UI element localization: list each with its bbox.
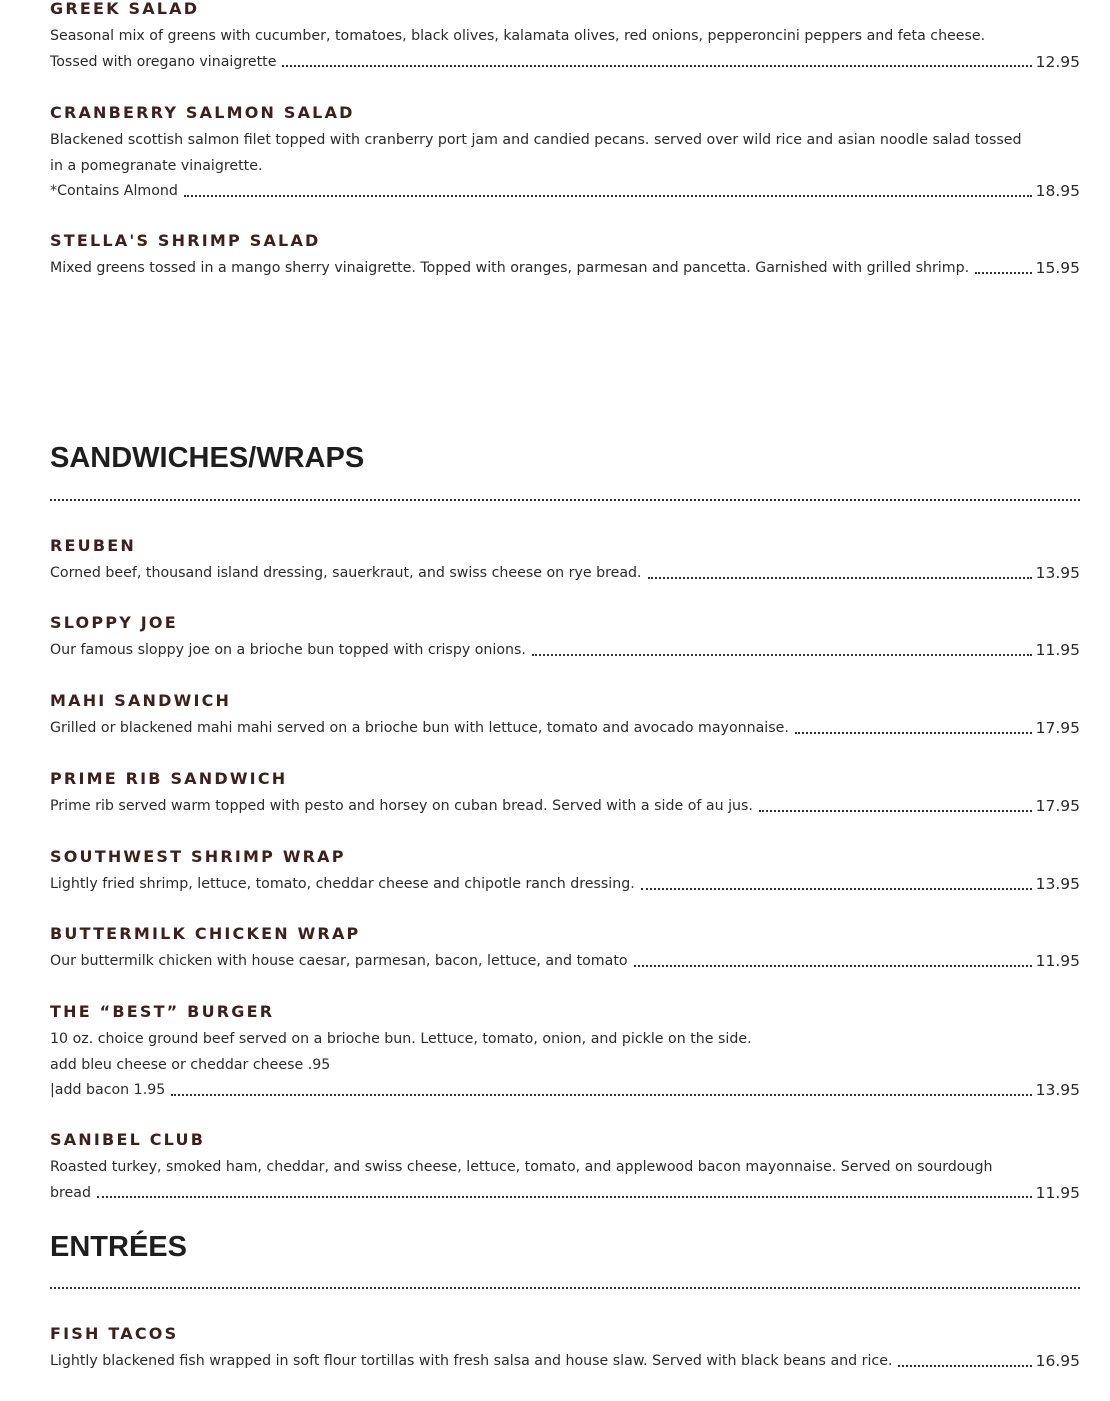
menu-item-description: Prime rib served warm topped with pesto and horsey on cuban bread. Served with a side of au jus.: [50, 798, 753, 814]
menu-item-stellas-shrimp-salad: [50, 230, 1080, 282]
menu-item-name: GREEK SALAD: [50, 0, 200, 18]
menu-item-sanibel-club: [50, 1129, 1080, 1206]
menu-item-description: in a pomegranate vinaigrette.: [50, 157, 263, 174]
menu-item-price: 18.95: [1035, 182, 1080, 200]
dotted-leader: [795, 732, 1032, 734]
menu-item-price-line: [50, 256, 1080, 282]
menu-item-price-line: [50, 716, 1080, 742]
menu-item-description: 10 oz. choice ground beef served on a brioche bun. Lettuce, tomato, onion, and pickle on the side.: [50, 1031, 752, 1047]
menu-item-description: |add bacon 1.95: [50, 1082, 166, 1098]
menu-item-price-line: [50, 1349, 1080, 1375]
menu-item-price-line: [50, 1181, 1080, 1207]
menu-item-price-line: [50, 949, 1080, 975]
menu-item-price-line: [50, 179, 1080, 205]
menu-item-price: 11.95: [1035, 641, 1080, 659]
dotted-leader: [184, 195, 1032, 197]
menu-item-price: 13.95: [1035, 564, 1080, 582]
menu-item-price-line: [50, 794, 1080, 820]
menu-item-price-line: [50, 872, 1080, 898]
menu-item-price-line: [50, 50, 1080, 76]
menu-item-name: BUTTERMILK CHICKEN WRAP: [50, 924, 361, 943]
menu-item-description: Blackened scottish salmon filet topped with cranberry port jam and candied pecans. served over wild rice and asian noodle salad tossed: [50, 132, 1022, 148]
menu-item-price: 17.95: [1035, 719, 1080, 737]
dotted-leader: [648, 577, 1032, 579]
menu-item-description: Seasonal mix of greens with cucumber, tomatoes, black olives, kalamata olives, red onions, pepperoncini peppers and feta cheese.: [50, 28, 986, 44]
menu-item-name: REUBEN: [50, 536, 136, 555]
dotted-leader: [532, 654, 1032, 656]
dotted-leader: [898, 1365, 1031, 1367]
menu-item-price: 15.95: [1035, 259, 1080, 277]
menu-item-price-line: [50, 1078, 1080, 1104]
menu-item-mahi-sandwich: [50, 690, 1080, 742]
menu-item-description: add bleu cheese or cheddar cheese .95: [50, 1056, 331, 1073]
menu-item-prime-rib-sandwich: [50, 768, 1080, 820]
menu-item-description: Our famous sloppy joe on a brioche bun topped with crispy onions.: [50, 642, 526, 658]
dotted-leader: [759, 810, 1032, 812]
section-title-sandwiches-wraps: SANDWICHES/WRAPS: [50, 442, 365, 474]
menu-item-description: Grilled or blackened mahi mahi served on a brioche bun with lettuce, tomato and avocado mayonnaise.: [50, 720, 789, 736]
menu-item-description: Lightly blackened fish wrapped in soft flour tortillas with fresh salsa and house slaw. Served with black beans and rice.: [50, 1353, 893, 1369]
menu-item-price: 12.95: [1035, 52, 1080, 71]
section-title-entrees: ENTRÉES: [50, 1231, 187, 1263]
menu-item-price: 13.95: [1035, 875, 1080, 893]
menu-item-description: Tossed with oregano vinaigrette: [50, 53, 277, 70]
dotted-leader: [282, 65, 1031, 67]
menu-item-price: 13.95: [1035, 1081, 1080, 1099]
menu-item-description: Corned beef, thousand island dressing, sauerkraut, and swiss cheese on rye bread.: [50, 565, 642, 581]
menu-item-description: *Contains Almond: [50, 183, 178, 199]
menu-item-name: FISH TACOS: [50, 1324, 179, 1343]
menu-item-description: Mixed greens tossed in a mango sherry vinaigrette. Topped with oranges, parmesan and pancetta. Garnished with grilled shrimp.: [50, 260, 970, 276]
section-divider: [50, 499, 1080, 501]
menu-item-price: 11.95: [1035, 952, 1080, 970]
menu-item-name: MAHI SANDWICH: [50, 691, 232, 710]
menu-item-price-line: [50, 561, 1080, 587]
dotted-leader: [171, 1094, 1031, 1096]
menu-item-greek-salad: [50, 0, 1080, 75]
menu-item-reuben: [50, 535, 1080, 587]
menu-item-description: Lightly fried shrimp, lettuce, tomato, cheddar cheese and chipotle ranch dressing.: [50, 876, 635, 892]
menu-item-price-line: [50, 638, 1080, 664]
menu-item-fish-tacos: [50, 1323, 1080, 1375]
menu-item-description: bread: [50, 1184, 91, 1201]
menu-item-name: CRANBERRY SALMON SALAD: [50, 103, 355, 122]
menu-item-sloppy-joe: [50, 612, 1080, 664]
section-divider: [50, 1287, 1080, 1289]
menu-item-description: Our buttermilk chicken with house caesar, parmesan, bacon, lettuce, and tomato: [50, 953, 628, 969]
dotted-leader: [975, 272, 1032, 274]
menu-item-name: STELLA'S SHRIMP SALAD: [50, 231, 321, 250]
menu-item-description: Roasted turkey, smoked ham, cheddar, and swiss cheese, lettuce, tomato, and applewood bacon mayonnaise. Served on sourdough: [50, 1159, 993, 1175]
menu-item-southwest-shrimp-wrap: [50, 846, 1080, 898]
menu-item-buttermilk-chicken-wrap: [50, 923, 1080, 975]
menu-item-name: SANIBEL CLUB: [50, 1130, 206, 1149]
menu-item-price: 11.95: [1035, 1183, 1080, 1202]
menu-item-price: 17.95: [1035, 797, 1080, 815]
menu-item-name: SOUTHWEST SHRIMP WRAP: [50, 847, 346, 866]
menu-item-best-burger: [50, 1001, 1080, 1104]
dotted-leader: [97, 1196, 1032, 1198]
menu-item-name: PRIME RIB SANDWICH: [50, 769, 288, 788]
menu-item-name: SLOPPY JOE: [50, 613, 178, 632]
menu-item-price: 16.95: [1035, 1352, 1080, 1370]
dotted-leader: [641, 888, 1032, 890]
menu-item-name: THE “BEST” BURGER: [50, 1002, 275, 1021]
menu-item-cranberry-salmon-salad: [50, 102, 1080, 205]
dotted-leader: [634, 965, 1032, 967]
